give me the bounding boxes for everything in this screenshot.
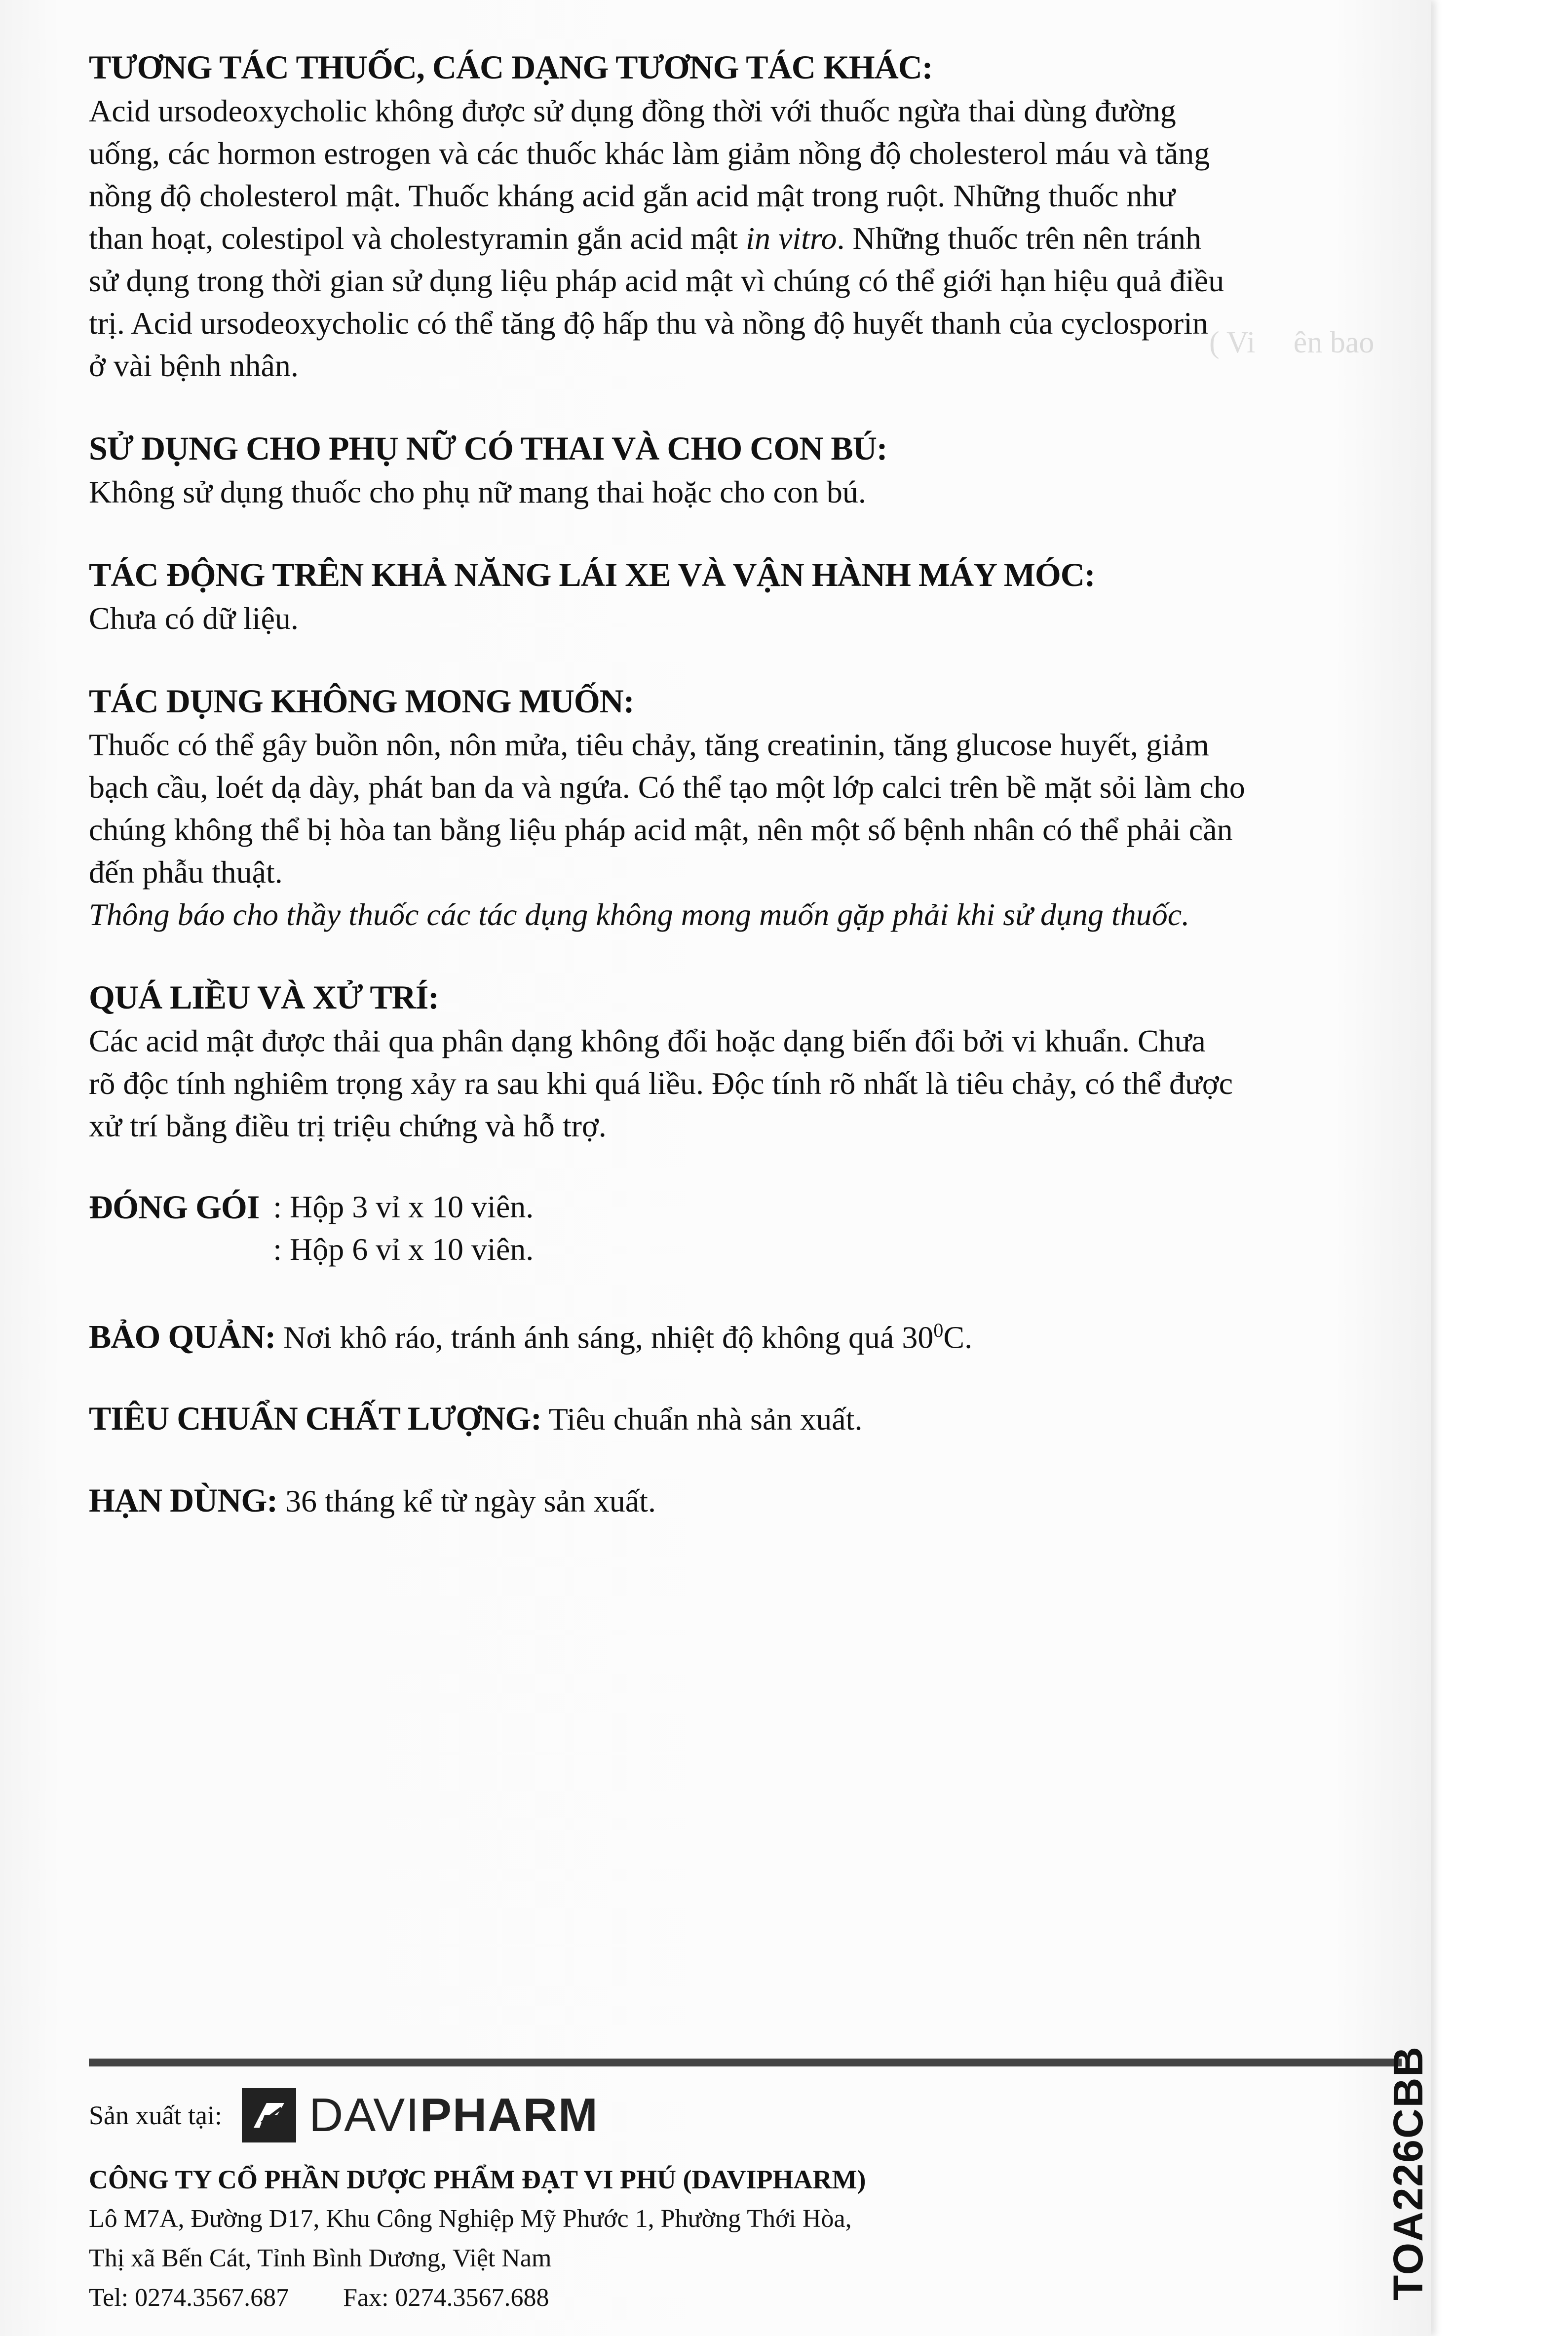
document-code: TOA226CBB	[1385, 2046, 1431, 2300]
body-line: Các acid mật được thải qua phân dạng không đổi hoặc dạng biến đổi bởi vi khuẩn. Chưa	[89, 1023, 1206, 1058]
packaging-label: ĐÓNG GÓI	[89, 1188, 260, 1226]
section-body	[89, 724, 1402, 936]
section-body	[89, 597, 1402, 640]
storage-unit: C.	[943, 1320, 973, 1355]
section-overdose	[89, 974, 1402, 1147]
body-line: Acid ursodeoxycholic không được sử dụng đồng thời với thuốc ngừa thai dùng đường	[89, 93, 1176, 128]
body-line: Không sử dụng thuốc cho phụ nữ mang thai hoặc cho con bú.	[89, 474, 866, 509]
contact-row	[89, 2278, 1323, 2318]
brand-part: DAVI	[308, 2089, 420, 2141]
standard-text: Tiêu chuẩn nhà sản xuất.	[541, 1402, 863, 1437]
section-title: QUÁ LIỀU VÀ XỬ TRÍ:	[89, 978, 439, 1016]
body-line: bạch cầu, loét dạ dày, phát ban da và ngứa. Có thể tạo một lớp calci trên bề mặt sỏi làm cho	[89, 770, 1245, 805]
section-title: TÁC ĐỘNG TRÊN KHẢ NĂNG LÁI XE VÀ VẬN HÀNH MÁY MÓC:	[89, 556, 1095, 593]
address-line: Thị xã Bến Cát, Tỉnh Bình Dương, Việt Nam	[89, 2244, 552, 2272]
packaging-table	[89, 1186, 534, 1271]
section-expiry	[89, 1479, 1402, 1522]
section-side-effects	[89, 678, 1402, 936]
section-body	[89, 90, 1402, 387]
body-line: rõ độc tính nghiêm trọng xảy ra sau khi quá liều. Độc tính rõ nhất là tiêu chảy, có thể được	[89, 1066, 1233, 1101]
address-line: Lô M7A, Đường D17, Khu Công Nghiệp Mỹ Phước 1, Phường Thới Hòa,	[89, 2205, 852, 2233]
body-line: Thuốc có thể gây buồn nôn, nôn mửa, tiêu chảy, tăng creatinin, tăng glucose huyết, giảm	[89, 727, 1209, 762]
leaflet-content	[89, 44, 1402, 1561]
storage-degree: 0	[933, 1319, 944, 1341]
section-storage	[89, 1309, 1402, 1359]
packaging-item: : Hộp 3 vỉ x 10 viên.	[273, 1189, 534, 1224]
company-name: CÔNG TY CỔ PHẦN DƯỢC PHẨM ĐẠT VI PHÚ (DAVIPHARM)	[89, 2165, 866, 2194]
body-line: nồng độ cholesterol mật. Thuốc kháng acid gắn acid mật trong ruột. Những thuốc như	[89, 178, 1176, 213]
section-pregnancy	[89, 426, 1402, 513]
brand-name	[309, 2088, 599, 2142]
section-body	[89, 471, 1402, 513]
standard-label: TIÊU CHUẨN CHẤT LƯỢNG:	[89, 1400, 541, 1438]
expiry-text: 36 tháng kể từ ngày sản xuất.	[277, 1483, 656, 1519]
packaging-item: : Hộp 6 vỉ x 10 viên.	[273, 1232, 534, 1267]
body-line	[89, 217, 1402, 260]
body-line: đến phẫu thuật.	[89, 855, 283, 890]
body-line: trị. Acid ursodeoxycholic có thể tăng độ hấp thu và nồng độ huyết thanh của cyclosporin	[89, 306, 1208, 341]
section-body	[89, 1020, 1402, 1147]
body-line: Chưa có dữ liệu.	[89, 601, 299, 636]
body-text: . Những thuốc trên nên tránh	[837, 221, 1201, 256]
manufacturer-row	[89, 2086, 1323, 2145]
section-title: TƯƠNG TÁC THUỐC, CÁC DẠNG TƯƠNG TÁC KHÁC:	[89, 48, 933, 86]
telephone: Tel: 0274.3567.687	[89, 2284, 289, 2312]
body-text: than hoạt, colestipol và cholestyramin gắn acid mật	[89, 221, 738, 256]
expiry-label: HẠN DÙNG:	[89, 1481, 277, 1519]
body-line: ở vài bệnh nhân.	[89, 348, 299, 383]
storage-label: BẢO QUẢN:	[89, 1318, 276, 1356]
body-italic-term: in vitro	[746, 221, 837, 256]
davipharm-logo-icon	[242, 2088, 296, 2142]
section-driving	[89, 552, 1402, 640]
section-interactions	[89, 44, 1402, 387]
section-packaging	[89, 1186, 1402, 1271]
packaging-spacer	[89, 1228, 273, 1271]
section-standard	[89, 1397, 1402, 1441]
report-note: Thông báo cho thầy thuốc các tác dụng không mong muốn gặp phải khi sử dụng thuốc.	[89, 897, 1190, 932]
body-line: sử dụng trong thời gian sử dụng liệu pháp acid mật vì chúng có thể giới hạn hiệu quả điều	[89, 263, 1224, 298]
body-line: uống, các hormon estrogen và các thuốc khác làm giảm nồng độ cholesterol máu và tăng	[89, 136, 1210, 171]
fax: Fax: 0274.3567.688	[343, 2284, 549, 2312]
body-line: chúng không thể bị hòa tan bằng liệu pháp acid mật, nên một số bệnh nhân có thể phải cần	[89, 812, 1233, 847]
made-in-label: Sản xuất tại:	[89, 2101, 222, 2130]
storage-text: Nơi khô ráo, tránh ánh sáng, nhiệt độ không quá 30	[275, 1320, 934, 1355]
footer-divider	[89, 2059, 1402, 2066]
section-title: TÁC DỤNG KHÔNG MONG MUỐN:	[89, 682, 634, 720]
section-title: SỬ DỤNG CHO PHỤ NỮ CÓ THAI VÀ CHO CON BÚ:	[89, 429, 887, 467]
brand-part: PHARM	[420, 2089, 599, 2141]
bleed-through-texture: ( Vi ên bao	[1209, 326, 1375, 359]
manufacturer-footer	[89, 2086, 1323, 2318]
body-line: xử trí bằng điều trị triệu chứng và hỗ trợ.	[89, 1108, 607, 1143]
